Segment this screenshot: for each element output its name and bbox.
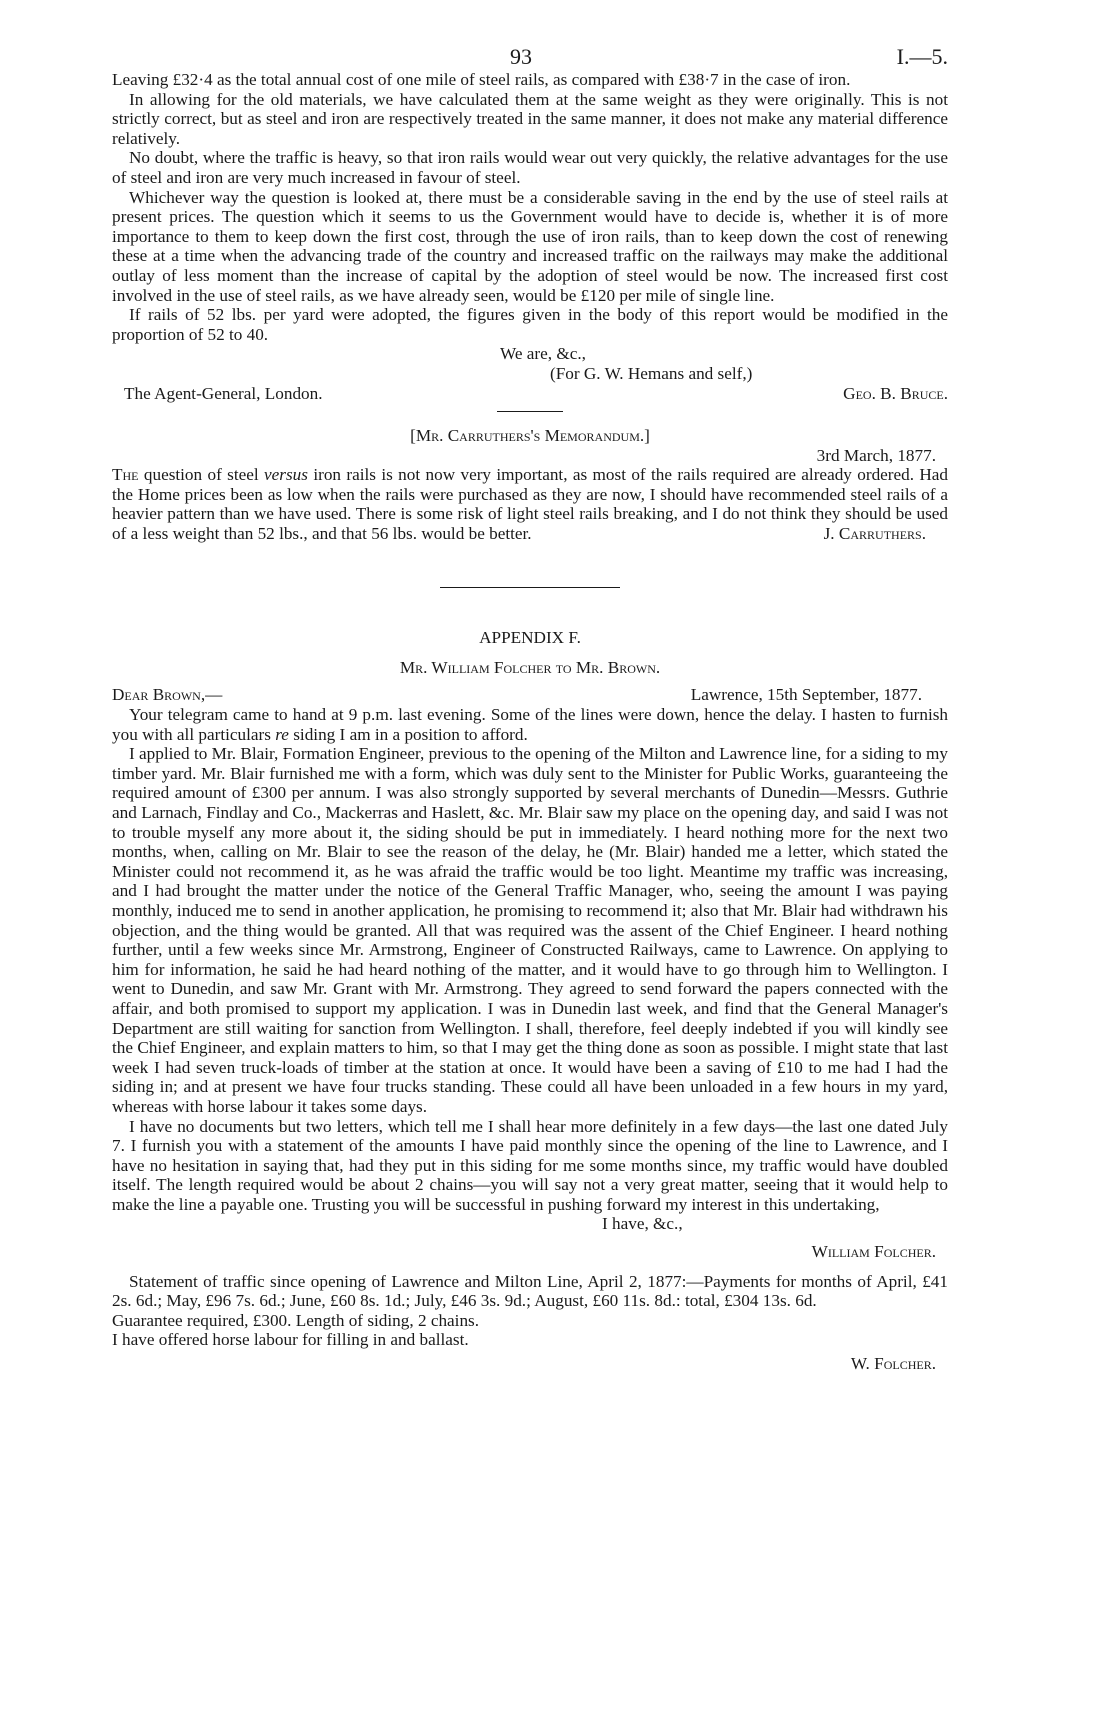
memorandum-heading: [Mr. Carruthers's Memorandum.] xyxy=(410,426,650,446)
memorandum-body: The question of steel versus iron rails is not now very important, as most of the rails required are already ordered. Had the Home prices been as low when the rails were purchased as they are now, I should have recommended steel rails of a heavier pattern than we have used. There is some risk of light steel rails breaking, and I do not think they should be used of a less weight than 52 lbs., and that 56 lbs. would be better. xyxy=(112,465,949,544)
traffic-statement: Statement of traffic since opening of Lawrence and Milton Line, April 2, 1877:—Payments for months of April, £41 2s. 6d.; May, £96 7s. 6d.; June, £60 8s. 1d.; July, £46 3s. 9d.; August, £60 11s. 8d.: total, £304 13s. 6d. xyxy=(112,1271,948,1311)
report-signoff xyxy=(112,384,948,404)
appendix-title: APPENDIX F. xyxy=(479,628,581,648)
section-divider xyxy=(497,411,563,412)
memorandum-signature: J. Carruthers. xyxy=(823,523,926,543)
page-number: 93 xyxy=(510,44,532,69)
memorandum-date: 3rd March, 1877. xyxy=(816,445,936,465)
letter-paragraph: I have no documents but two letters, which tell me I shall hear more definitely in a few days—the last one dated July 7. I furnish you with a statement of the amounts I have paid monthly since the opening of the line to Lawrence, and I have no hesitation in saying that, had they put in this siding for me some months since, my traffic would have doubled itself. The length required would be about 2 chains—you will say not a very great matter, seeing that it would help to make the line a payable one. Trusting you will be successful in pushing forward my interest in this undertaking, xyxy=(112,1116,948,1214)
report-closing: We are, &c., xyxy=(500,344,586,364)
appendix-subtitle: Mr. William Folcher to Mr. Brown. xyxy=(399,657,661,677)
guarantee-line: Guarantee required, £300. Length of siding, 2 chains. xyxy=(112,1310,480,1330)
letter-paragraph: I applied to Mr. Blair, Formation Engineer, previous to the opening of the Milton and Lawrence line, for a siding to my timber yard. Mr. Blair furnished me with a form, which was duly sent to the Minister for Public Works, guaranteeing the required amount of £300 per annum. I was also strongly supported by several merchants of Dunedin—Messrs. Guthrie and Larnach, Findlay and Co., Mackerras and Haslett, &c. Mr. Blair saw my place on the opening day, and said I was not to trouble myself any more about it, the siding should be put in immediately. I heard nothing more for the next two months, when, calling on Mr. Blair to see the reason of the delay, he (Mr. Blair) handed me a letter, which stated the Minister could not recommend it, as he was afraid the traffic would be too light. Meantime my traffic was increasing, and I had brought the matter under the notice of the General Traffic Manager, who, seeing the amount I was paying monthly, induced me to send in another application, he promising to recommend it; also that Mr. Blair had withdrawn his objection, and the thing would be granted. All that was required was the assent of the Chief Engineer. I heard nothing further, until a few weeks since Mr. Armstrong, Engineer of Constructed Railways, came to Lawrence. On applying to him for information, he said he had heard nothing of the matter, and it would have to go through him to Wellington. I went to Dunedin, and saw Mr. Grant with Mr. Armstrong. They agreed to send forward the papers connected with the affair, and both promised to support my application. I was in Dunedin last week, and find that the General Manager's Department are still waiting for sanction from Wellington. I shall, therefore, feel deeply indebted if you will kindly see the Chief Engineer, and explain matters to him, so that I may get the thing done as soon as possible. I might state that last week I had seven truck-loads of timber at the station at once. It would have been a saving of £10 to me had I had the siding in; and at present we have four trucks standing. These could all have been unloaded in a few hours in my yard, whereas with horse labour it takes some days. xyxy=(112,744,948,1116)
letter-header xyxy=(112,685,948,705)
letter-place-date: Lawrence, 15th September, 1877. xyxy=(690,685,922,705)
report-paragraph: Whichever way the question is looked at, there must be a considerable saving in the end by the use of steel rails at present prices. The question which it seems to us the Government would have to decide is, whether it is of more importance to them to keep down the first cost, through the use of iron rails, than to keep down the cost of renewing these at a time when the advancing trade of the country and increased traffic on the railways may make the additional outlay of less moment than the increase of capital by the adoption of steel would be now. The increased first cost involved in the use of steel rails, as we have already seen, would be £120 per mile of single line. xyxy=(112,187,948,305)
page-reference: I.—5. xyxy=(896,44,948,69)
report-paragraph: In allowing for the old materials, we have calculated them at the same weight as they were originally. This is not strictly correct, but as steel and iron are respectively treated in the same manner, it does not make any material difference relatively. xyxy=(112,89,948,148)
letter-paragraph: Your telegram came to hand at 9 p.m. last evening. Some of the lines were down, hence the delay. I hasten to furnish you with all particulars re siding I am in a position to afford. xyxy=(112,705,948,744)
letter-signature: William Folcher. xyxy=(811,1242,936,1262)
section-divider xyxy=(440,587,620,588)
report-addressee: The Agent-General, London. xyxy=(124,383,323,403)
final-signature: W. Folcher. xyxy=(850,1354,936,1374)
horse-labour-line: I have offered horse labour for filling in and ballast. xyxy=(112,1330,469,1350)
report-paragraph: Leaving £32·4 as the total annual cost of one mile of steel rails, as compared with £38·7 in the case of iron. xyxy=(112,70,851,89)
report-for-line: (For G. W. Hemans and self,) xyxy=(550,363,753,383)
report-paragraph: No doubt, where the traffic is heavy, so that iron rails would wear out very quickly, the relative advantages for the use of steel and iron are very much increased in favour of steel. xyxy=(112,148,948,187)
letter-salutation: Dear Brown,— xyxy=(112,685,223,705)
report-signature: Geo. B. Bruce. xyxy=(843,383,948,403)
letter-closing: I have, &c., xyxy=(602,1214,683,1234)
memorandum-lead-word: The xyxy=(112,465,139,485)
report-paragraph: If rails of 52 lbs. per yard were adopted, the figures given in the body of this report would be modified in the proportion of 52 to 40. xyxy=(112,305,948,344)
